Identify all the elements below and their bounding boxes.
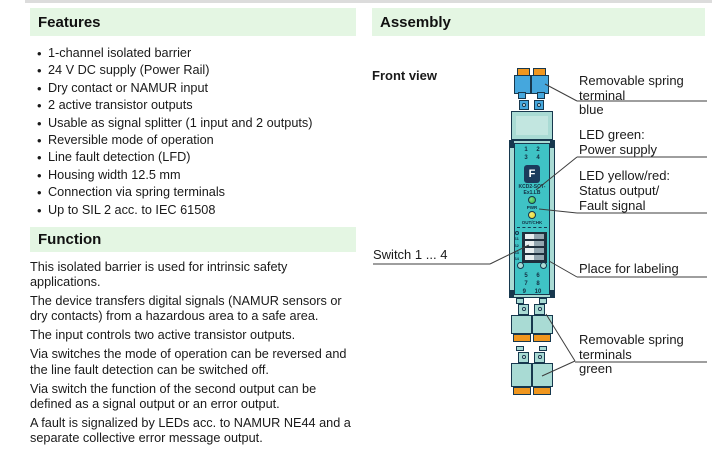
terminal-numbers-bottom xyxy=(514,272,550,297)
labeling-hole xyxy=(517,262,524,269)
function-paragraph: A fault is signalized by LEDs acc. to NAMUR NE44 and a separate collective error message output. xyxy=(30,415,351,446)
callout-line: blue xyxy=(579,102,604,117)
dip-switch-labels xyxy=(514,236,522,263)
features-header xyxy=(30,8,356,36)
dip-label: S2 xyxy=(514,242,519,248)
terminal-numbers-row: 5 6 xyxy=(524,273,540,279)
dip-switch-1 xyxy=(525,234,544,239)
dip-screw-hole xyxy=(515,231,519,235)
terminal-pin xyxy=(534,304,545,315)
corner-mark xyxy=(550,141,554,148)
features-list xyxy=(30,45,360,219)
led-green-power xyxy=(528,196,536,204)
model-line: KCD2-SOT- xyxy=(518,184,546,190)
dip-switch-2 xyxy=(525,241,544,246)
housing-top-inset xyxy=(516,116,548,135)
callout-labeling: Place for labeling xyxy=(579,261,679,276)
function-paragraph: Via switches the mode of operation can be reversed and the line fault detection can be switched off. xyxy=(30,347,347,377)
dip-switch-3 xyxy=(525,248,544,253)
dip-knob xyxy=(525,234,534,239)
feature-item: • Dry contact or NAMUR input xyxy=(30,80,360,97)
feature-item: • Connection via spring terminals xyxy=(30,184,360,201)
front-view-label: Front view xyxy=(372,68,438,83)
callout-line: Status output/ xyxy=(579,183,660,198)
terminal-divider xyxy=(531,364,533,386)
model-line: Ex1.LB xyxy=(523,189,541,196)
function-paragraph: Via switch the function of the second output can be defined as a signal output or an error output. xyxy=(30,381,317,411)
assembly-title: Assembly xyxy=(380,13,451,31)
feature-item: • Reversible mode of operation xyxy=(30,132,360,149)
callout-terminal-blue xyxy=(579,74,712,118)
callout-line: Removable spring terminals xyxy=(579,332,684,362)
labeling-hole xyxy=(540,262,547,269)
terminal-pin xyxy=(518,352,529,363)
terminal-numbers-top xyxy=(514,146,550,162)
pin-hole xyxy=(538,307,542,311)
callout-led-green xyxy=(579,127,657,157)
features-title: Features xyxy=(38,13,101,31)
led-out-label: OUT/CHK xyxy=(521,220,543,225)
device-model-label xyxy=(511,185,553,196)
terminal-pin xyxy=(534,100,544,110)
dip-knob xyxy=(525,255,534,260)
pin-hole xyxy=(522,355,526,359)
terminal-clamp-orange xyxy=(533,387,551,395)
housing-top xyxy=(511,111,553,140)
dip-label: S1 xyxy=(514,236,519,241)
pin-hole xyxy=(522,307,526,311)
terminal-pin xyxy=(519,100,529,110)
terminal-numbers-row: 1 2 xyxy=(524,147,540,153)
dip-switch-block xyxy=(522,232,547,263)
feature-item: • Usable as signal splitter (1 input and 2 outputs) xyxy=(30,115,360,132)
function-title: Function xyxy=(38,231,102,248)
terminal-foot xyxy=(518,92,526,99)
face-divider-dashed xyxy=(517,227,547,228)
pin-hole xyxy=(538,355,542,359)
feature-item: • 2 active transistor outputs xyxy=(30,97,360,114)
feature-item: • Housing width 12.5 mm xyxy=(30,167,360,184)
feature-item: • Up to SIL 2 acc. to IEC 61508 xyxy=(30,202,360,219)
callout-line: green xyxy=(579,361,613,376)
led-power-label: PWR xyxy=(526,205,538,210)
dip-label: S4 xyxy=(514,256,519,262)
feature-item: • 24 V DC supply (Power Rail) xyxy=(30,62,360,79)
dip-knob xyxy=(525,248,534,253)
terminal-divider xyxy=(531,316,533,333)
pin-hole xyxy=(537,103,541,107)
terminal-numbers-row: 3 4 xyxy=(524,155,540,161)
function-header xyxy=(30,227,356,252)
terminal-divider xyxy=(530,76,532,93)
terminal-clamp-orange xyxy=(533,334,551,342)
assembly-header xyxy=(372,8,705,36)
callout-led-yellow xyxy=(579,168,670,213)
terminal-tab xyxy=(516,346,524,351)
function-text xyxy=(30,260,360,450)
callout-line: Fault signal xyxy=(579,198,646,213)
callout-line: LED green: xyxy=(579,127,645,142)
terminal-numbers-row: 9 10 xyxy=(522,289,542,296)
callout-terminal-green xyxy=(579,333,712,377)
pepperl-fuchs-logo xyxy=(524,165,540,183)
corner-mark xyxy=(550,290,554,297)
terminal-tab xyxy=(539,346,547,351)
callout-line: Power supply xyxy=(579,142,658,157)
terminal-foot xyxy=(537,92,545,99)
pin-hole xyxy=(522,103,526,107)
logo-letter: F xyxy=(528,168,536,180)
feature-item: • Line fault detection (LFD) xyxy=(30,149,360,166)
function-paragraph: The device transfers digital signals (NAMUR sensors or dry contacts) from a hazardous area to a safe area. xyxy=(30,294,342,324)
feature-item: • 1-channel isolated barrier xyxy=(30,45,360,62)
callout-line: LED yellow/red: xyxy=(579,168,671,183)
dip-label: S3 xyxy=(514,249,519,255)
function-paragraph: This isolated barrier is used for intrinsic safety applications. xyxy=(30,260,288,290)
terminal-clamp-orange xyxy=(513,387,531,395)
dip-knob xyxy=(525,241,534,246)
callout-switches: Switch 1 ... 4 xyxy=(373,247,448,262)
dip-switch-4 xyxy=(525,255,544,260)
terminal-clamp-orange xyxy=(513,334,531,342)
callout-line: Removable spring terminal xyxy=(579,73,684,103)
terminal-pin xyxy=(518,304,529,315)
led-yellow-status xyxy=(528,211,536,219)
page-top-divider xyxy=(25,0,712,3)
terminal-numbers-row: 7 8 xyxy=(524,281,540,288)
function-paragraph: The input controls two active transistor outputs. xyxy=(30,328,296,343)
terminal-pin xyxy=(534,352,545,363)
